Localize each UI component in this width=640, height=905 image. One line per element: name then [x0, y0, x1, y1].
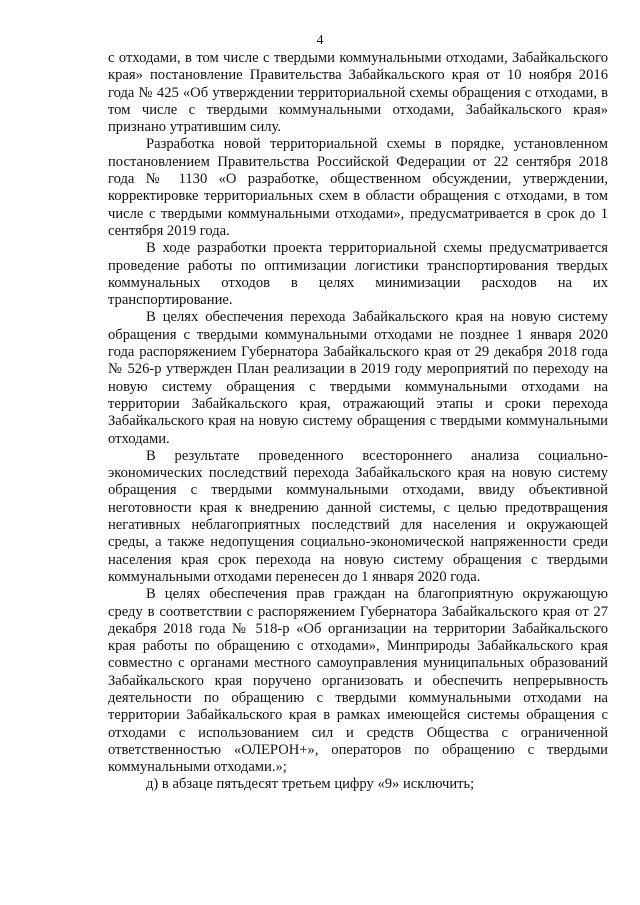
document-body	[108, 50, 608, 794]
paragraph-continuation: с отходами, в том числе с твердыми коммунальными отходами, Забайкальского края» постановление Правительства Забайкальского края от 10 ноября 2016 года № 425 «Об утверждении территориальной схемы обращения с отходами, в том числе с твердыми коммунальными отходами, Забайкальского края» признано утратившим силу.	[108, 50, 608, 136]
paragraph-citizens-rights: В целях обеспечения прав граждан на благоприятную окружающую среду в соответствии с распоряжением Губернатора Забайкальского края от 27 декабря 2018 года № 518-р «Об организации на территории Забайкальского края работы по обращению с отходами», Минприроды Забайкальского края совместно с органами местного самоуправления муниципальных образований Забайкальского края поручено организовать и обеспечить непрерывность деятельности по обращению с твердыми коммунальными отходами на территории Забайкальского края в рамках имеющейся системы обращения с отходами с использованием сил и средств Общества с ограниченной ответственностью «ОЛЕРОН+», операторов по обращению с твердыми коммунальными отходами.»;	[108, 586, 608, 776]
paragraph-transition-plan: В целях обеспечения перехода Забайкальского края на новую систему обращения с твердыми коммунальными отходами не позднее 1 января 2020 года распоряжением Губернатора Забайкальского края от 29 декабря 2018 года № 526-р утвержден План реализации в 2019 году мероприятий по переходу на новую систему обращения с твердыми коммунальными отходами на территории Забайкальского края, отражающий этапы и сроки перехода Забайкальского края на новую систему обращения с твердыми коммунальными отходами.	[108, 309, 608, 447]
paragraph-logistics-optimization: В ходе разработки проекта территориальной схемы предусматривается проведение работы по оптимизации логистики транспортирования твердых коммунальных отходов в целях минимизации расходов на их транспортирование.	[108, 240, 608, 309]
paragraph-amendment-d: д) в абзаце пятьдесят третьем цифру «9» исключить;	[146, 776, 475, 793]
paragraph-analysis-postponement: В результате проведенного всестороннего анализа социально-экономических последствий перехода Забайкальского края на новую систему обращения с твердыми коммунальными отходами, ввиду объективной неготовности края к внедрению данной системы, с целью предотвращения негативных неблагоприятных последствий для населения и окружающей среды, а также недопущения социально-экономической напряженности среди населения края срок перехода на новую систему обращения с твердыми коммунальными отходами перенесен до 1 января 2020 года.	[108, 447, 608, 585]
page-number: 4	[316, 33, 324, 48]
paragraph-territorial-scheme-development: Разработка новой территориальной схемы в порядке, установленном постановлением Правительства Российской Федерации от 22 сентября 2018 года № 1130 «О разработке, общественном обсуждении, утверждении, корректировке территориальных схем в области обращения с отходами, в том числе с твердыми коммунальными отходами», предусматривается в срок до 1 сентября 2019 года.	[108, 136, 608, 239]
